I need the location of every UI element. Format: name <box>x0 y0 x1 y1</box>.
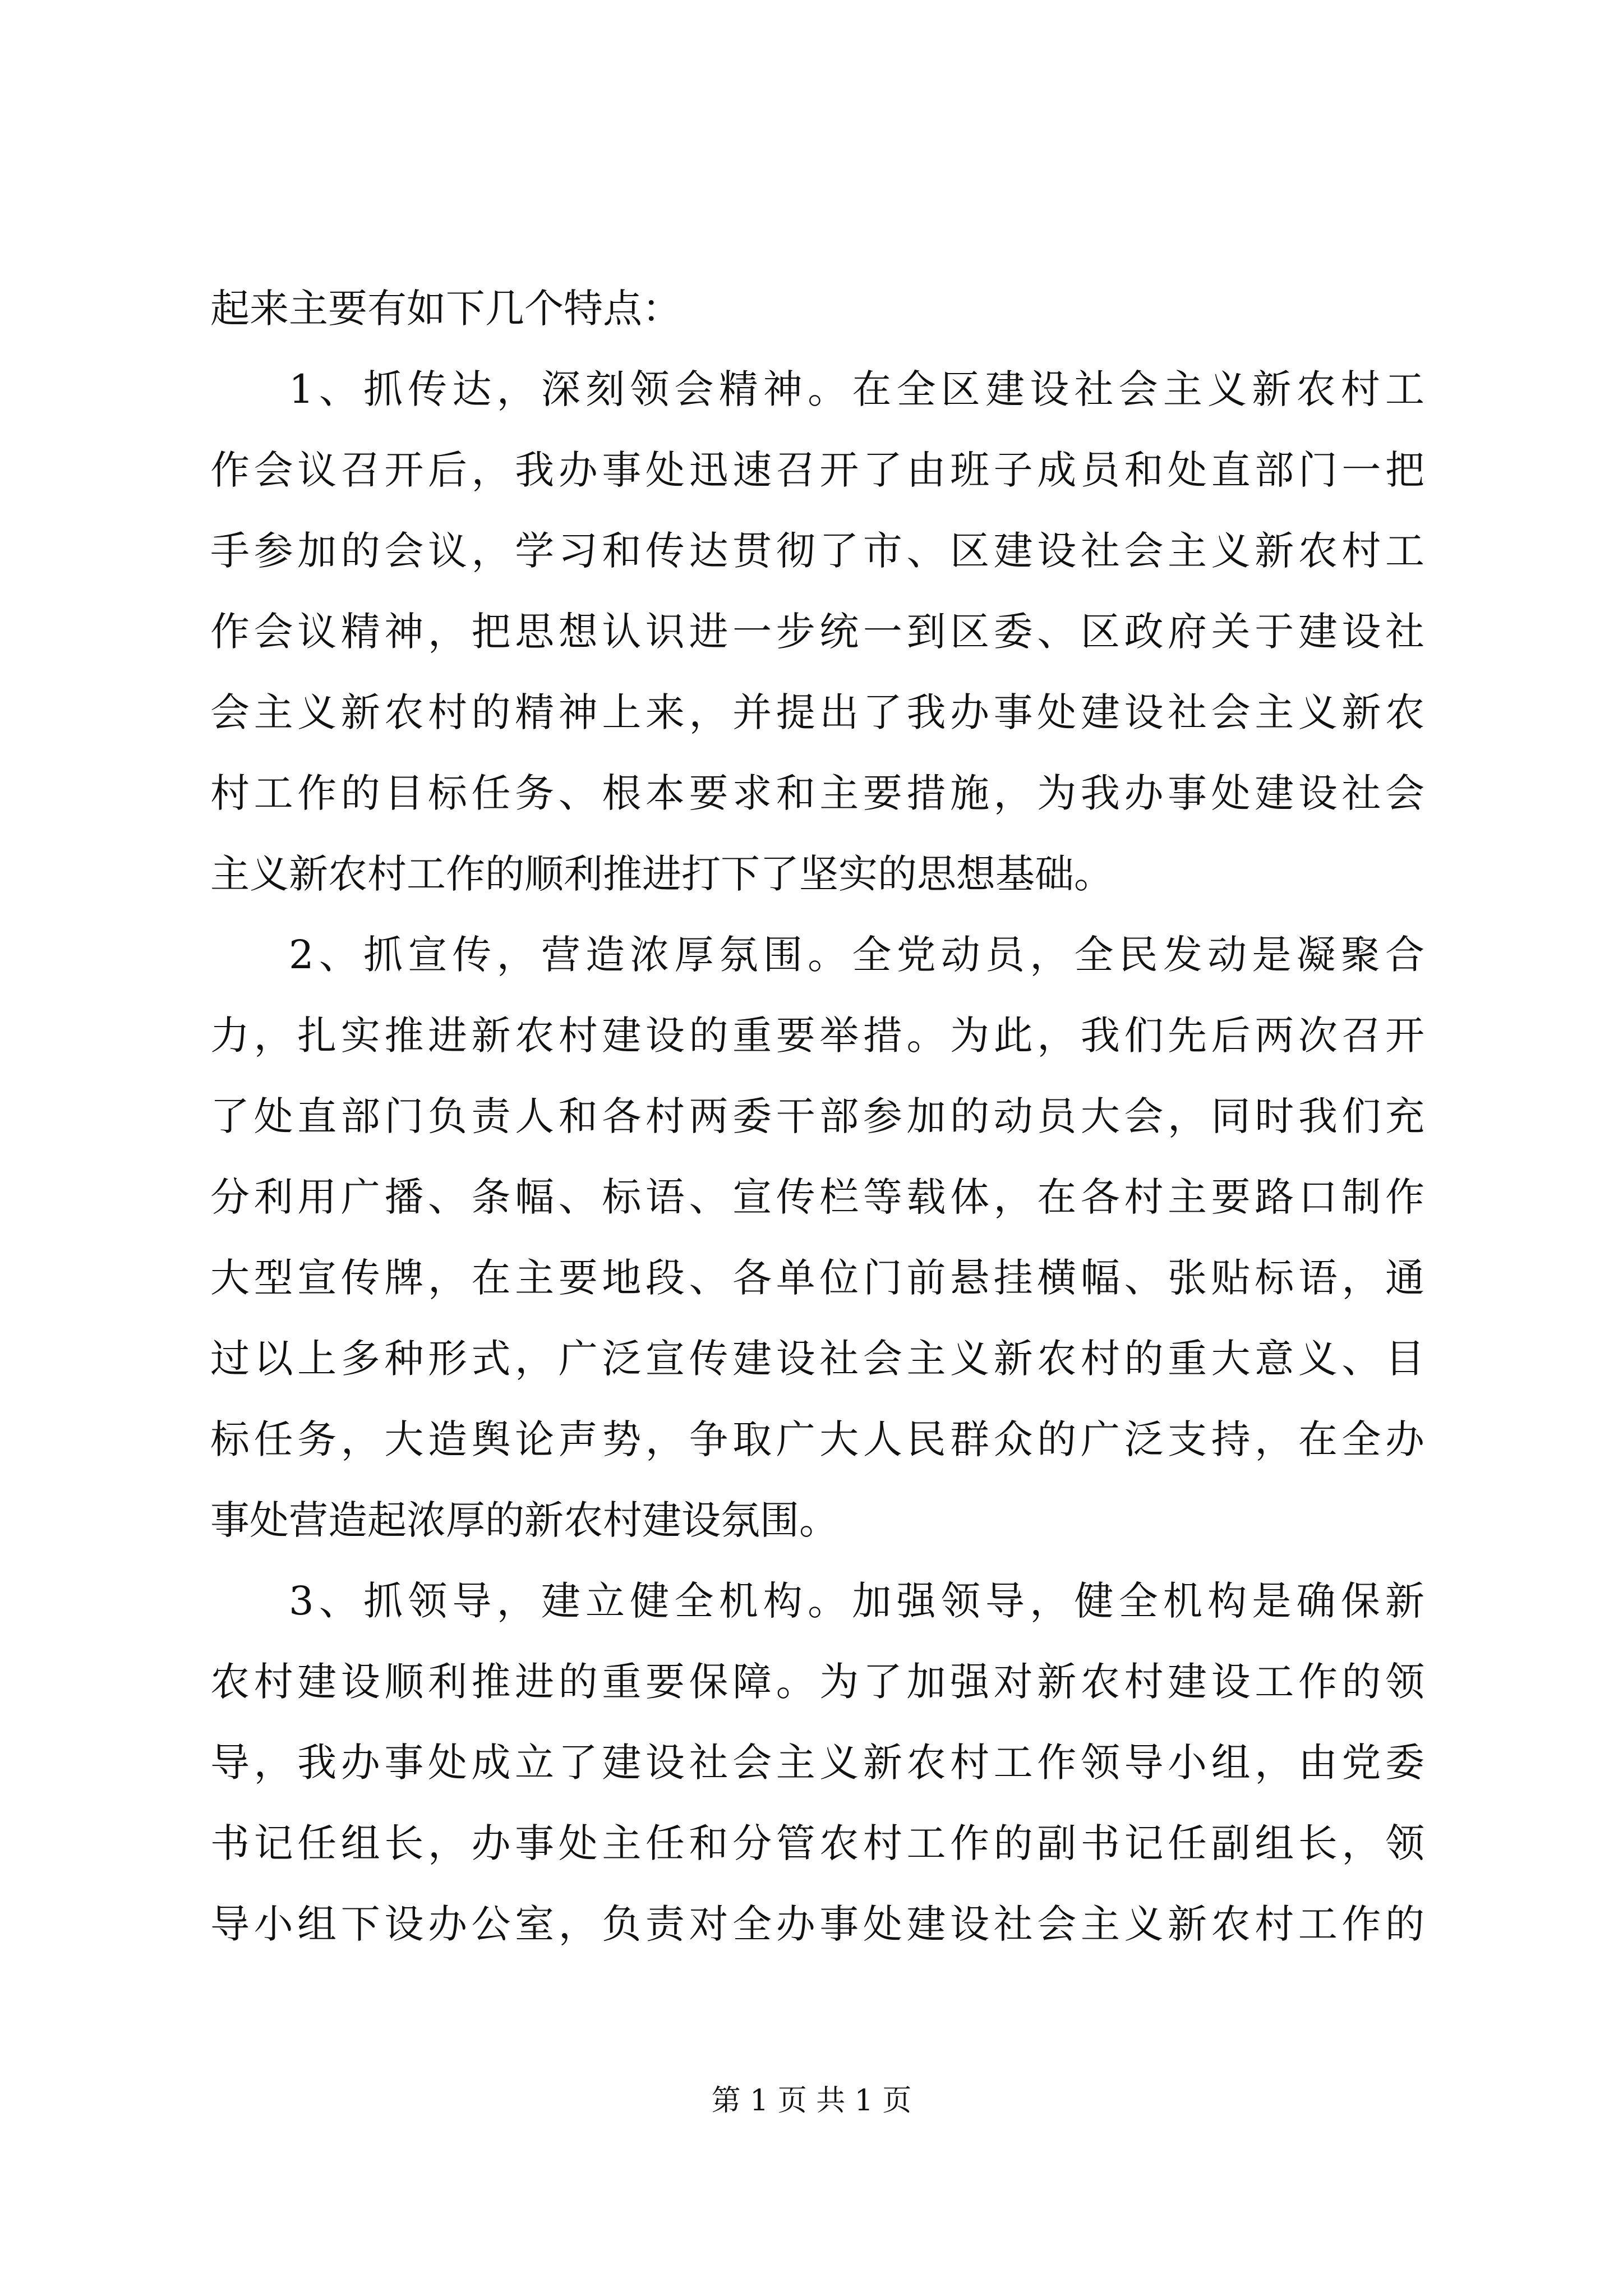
text-line: 书记任组长，办事处主任和分管农村工作的副书记任副组长，领 <box>210 1820 1424 1866</box>
body-text <box>210 268 1424 1964</box>
text-line: 会主义新农村的精神上来，并提出了我办事处建设社会主义新农 <box>210 689 1424 735</box>
text-line: 起来主要有如下几个特点： <box>210 286 681 332</box>
text-line: 导，我办事处成立了建设社会主义新农村工作领导小组，由党委 <box>210 1740 1424 1786</box>
text-line: 主义新农村工作的顺利推进打下了坚实的思想基础。 <box>210 851 1113 897</box>
paragraph-3-heading-line: 3、抓领导，建立健全机构。加强领导，健全机构是确保新 <box>289 1578 1424 1624</box>
text-line: 力，扎实推进新农村建设的重要举措。为此，我们先后两次召开 <box>210 1013 1424 1059</box>
text-line: 作会议召开后，我办事处迅速召开了由班子成员和处直部门一把 <box>210 447 1424 493</box>
text-line: 事处营造起浓厚的新农村建设氛围。 <box>210 1497 838 1543</box>
page-footer: 第 1 页 共 1 页 <box>711 2084 912 2118</box>
text-line: 导小组下设办公室，负责对全办事处建设社会主义新农村工作的 <box>210 1901 1424 1947</box>
text-line: 大型宣传牌，在主要地段、各单位门前悬挂横幅、张贴标语，通 <box>210 1255 1424 1301</box>
paragraph-2-heading-line: 2、抓宣传，营造浓厚氛围。全党动员，全民发动是凝聚合 <box>289 932 1424 978</box>
text-line: 手参加的会议，学习和传达贯彻了市、区建设社会主义新农村工 <box>210 528 1424 574</box>
text-line: 分利用广播、条幅、标语、宣传栏等载体，在各村主要路口制作 <box>210 1174 1424 1220</box>
text-line: 作会议精神，把思想认识进一步统一到区委、区政府关于建设社 <box>210 609 1424 655</box>
paragraph-1-heading-line: 1、抓传达，深刻领会精神。在全区建设社会主义新农村工 <box>289 366 1424 412</box>
text-line: 农村建设顺利推进的重要保障。为了加强对新农村建设工作的领 <box>210 1659 1424 1705</box>
text-line: 标任务，大造舆论声势，争取广大人民群众的广泛支持，在全办 <box>210 1416 1424 1462</box>
text-line: 过以上多种形式，广泛宣传建设社会主义新农村的重大意义、目 <box>210 1336 1424 1382</box>
text-line: 村工作的目标任务、根本要求和主要措施，为我办事处建设社会 <box>210 770 1424 816</box>
text-line: 了处直部门负责人和各村两委干部参加的动员大会，同时我们充 <box>210 1093 1424 1139</box>
